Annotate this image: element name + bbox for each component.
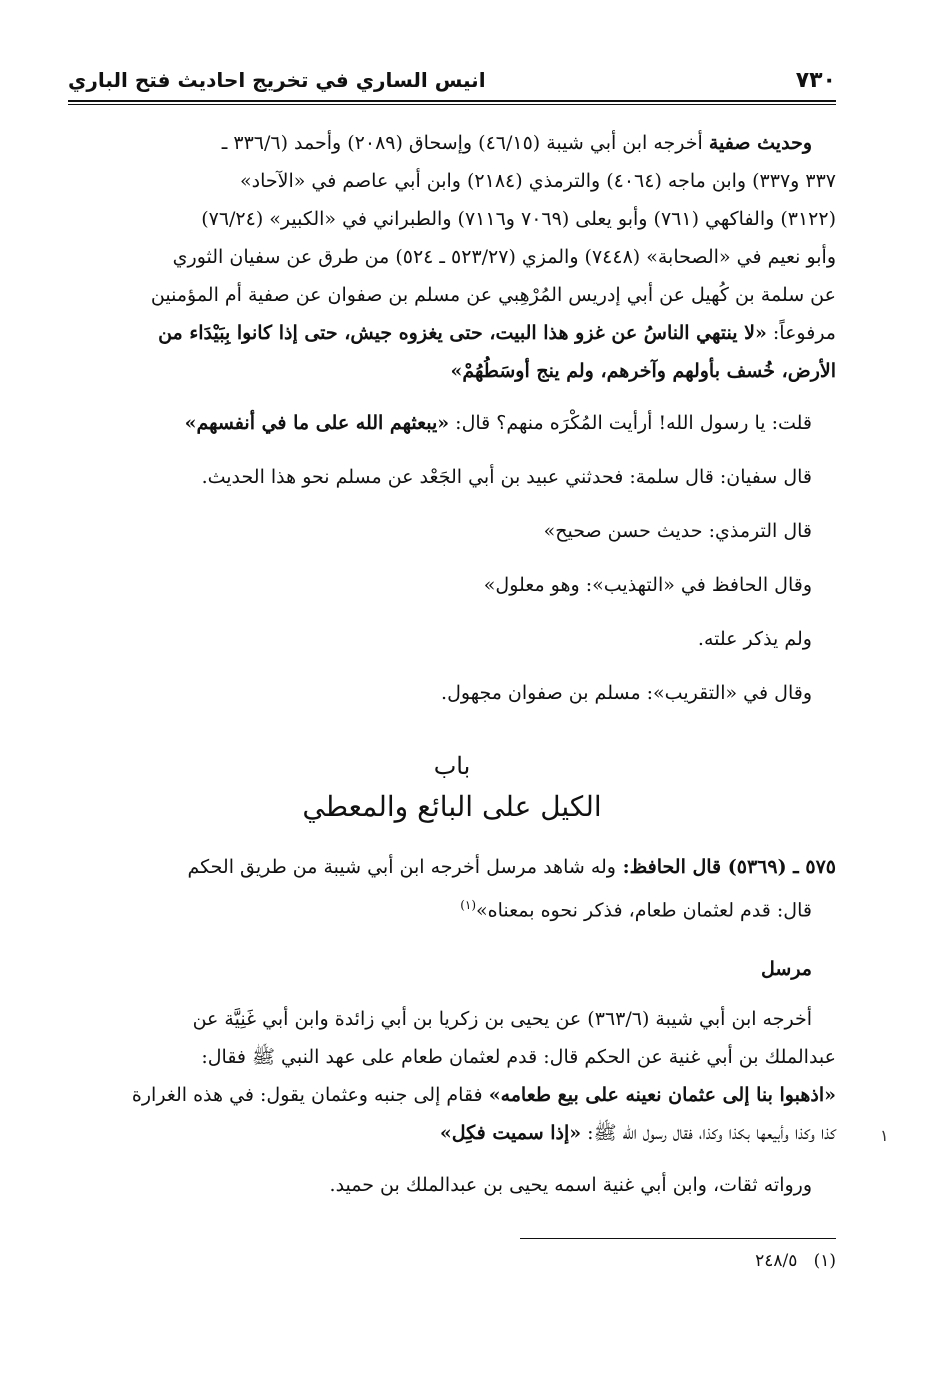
line-1-rest: أخرجه ابن أبي شيبة (٤٦/١٥) وإسحاق (٢٠٨٩) وأحمد (٣٣٦/٦ ـ: [221, 132, 703, 154]
hadith-quote-end: الأرض، خُسف بأولهم وآخرهم، ولم ينج أوسَطُهُمْ»: [450, 360, 836, 382]
text-line: (٣١٢٢) والفاكهي (٧٦١) وأبو يعلى (٧٠٦٩ و٧١١٦) والطبراني في «الكبير» (٧٦/٢٤): [201, 208, 836, 230]
paragraph-ibn-abi-shayba: [68, 1000, 836, 1152]
text-line: عبدالملك بن أبي غنية عن الحكم قال: قدم لعثمان طعام على عهد النبي ﷺ فقال:: [201, 1046, 836, 1068]
section-label: باب: [433, 752, 471, 780]
paragraph-taqrib: [68, 674, 836, 712]
mursal-heading-block: [68, 950, 836, 988]
text-line: أخرجه ابن أبي شيبة (٣٦٣/٦) عن يحيى بن زكريا بن أبي زائدة وابن أبي غَنِيَّة عن: [192, 1008, 812, 1030]
running-title: انيس الساري في تخريج احاديث فتح الباري: [68, 68, 486, 92]
text-line: وقال الحافظ في «التهذيب»: وهو معلول»: [483, 574, 812, 596]
header-divider: [68, 100, 836, 105]
text-span: مرفوعاً:: [766, 322, 836, 344]
paragraph-sufyan: [68, 458, 836, 496]
text-line: [68, 886, 836, 929]
footnote-text: ٢٤٨/٥: [755, 1251, 798, 1271]
page-header: [68, 62, 836, 104]
hadith-quote: «إذا سميت فكِل»: [439, 1122, 582, 1144]
hadith-quote: «يبعثهم الله على ما في أنفسهم»: [184, 412, 450, 434]
text-line: [68, 404, 836, 442]
mursal-heading: مرسل: [761, 958, 812, 980]
hadith-quote: «اذهبوا بنا إلى عثمان نعينه على بيع طعامه»: [488, 1084, 836, 1106]
footnote-ref[interactable]: (١): [460, 898, 477, 912]
paragraph-ruwat: [68, 1166, 836, 1204]
paragraph-illa: [68, 620, 836, 658]
margin-mark: ١: [880, 1126, 889, 1145]
hadith-quote: «لا ينتهي الناسُ عن غزو هذا البيت، حتى يغزوه جيش، حتى إذا كانوا بِبَيْدَاء من: [158, 322, 767, 344]
section-title: الكيل على البائع والمعطي: [302, 790, 602, 823]
text-line: ٣٣٧ و٣٣٧) وابن ماجه (٤٠٦٤) والترمذي (٢١٨٤) وابن أبي عاصم في «الآحاد»: [240, 170, 836, 192]
text-span: فقام إلى جنبه وعثمان يقول: في هذه الغرارة: [131, 1084, 489, 1106]
text-line: وأبو نعيم في «الصحابة» (٧٤٤٨) والمزي (٥٢٣/٢٧ ـ ٥٢٤) من طرق عن سفيان الثوري: [172, 246, 836, 268]
text-span: قلت: يا رسول الله! أرأيت المُكْرَه منهم؟ قال:: [449, 412, 812, 434]
page-number: ٧٣٠: [795, 68, 836, 93]
paragraph-qultu: [68, 404, 836, 442]
text-span: وله شاهد مرسل أخرجه ابن أبي شيبة من طريق الحكم: [187, 856, 616, 878]
text-line: وحديث صفية أخرجه ابن أبي شيبة (٤٦/١٥) وإسحاق (٢٠٨٩) وأحمد (٣٣٦/٦ ـ: [221, 132, 812, 154]
footnote: [755, 1248, 836, 1274]
paragraph-hafiz: [68, 566, 836, 604]
entry-number: ٥٧٥ ـ (٥٣٦٩) قال الحافظ:: [615, 856, 836, 878]
footnote-marker: (١): [813, 1251, 836, 1271]
text-line: [68, 848, 836, 886]
entry-575: [68, 848, 836, 929]
text-line: ولم يذكر علته.: [697, 628, 812, 650]
text-line: [68, 1114, 836, 1152]
paragraph-tirmidhi: [68, 512, 836, 550]
text-line: [68, 1076, 836, 1114]
text-line: قال الترمذي: حديث حسن صحيح»: [543, 520, 812, 542]
text-line: قال سفيان: قال سلمة: فحدثني عبيد بن أبي الجَعْد عن مسلم نحو هذا الحديث.: [201, 466, 812, 488]
text-line: ورواته ثقات، وابن أبي غنية اسمه يحيى بن عبدالملك بن حميد.: [329, 1174, 812, 1196]
text-span: قال: قدم لعثمان طعام، فذكر نحوه بمعناه»: [476, 899, 812, 922]
text-span: كذا وكذا وأبيعها بكذا وكذا، فقال رسول الله ﷺ:: [581, 1122, 836, 1144]
footnote-divider: [520, 1238, 836, 1239]
paragraph-hadith-safiya: [68, 124, 836, 390]
text-line: [68, 314, 836, 352]
text-line: وقال في «التقريب»: مسلم بن صفوان مجهول.: [441, 682, 812, 704]
text-line: عن سلمة بن كُهيل عن أبي إدريس المُرْهِبي عن مسلم بن صفوان عن صفية أم المؤمنين: [150, 284, 836, 306]
